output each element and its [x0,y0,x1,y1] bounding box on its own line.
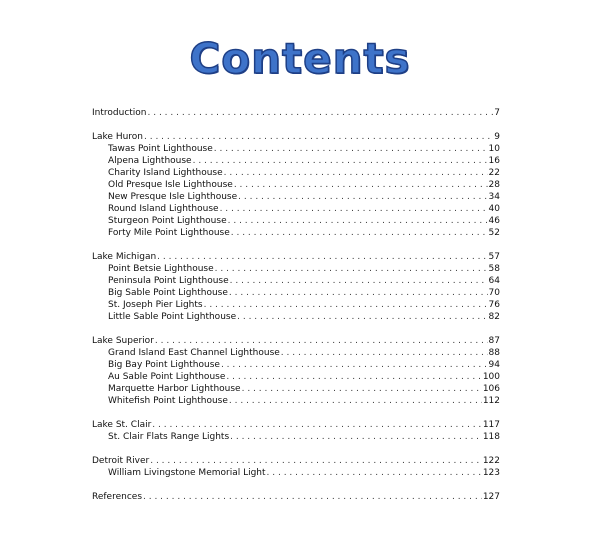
dot-leader [221,359,488,371]
toc-entry-label: Whitefish Point Lighthouse [108,396,228,406]
toc-entry-label: Lake Superior [92,336,154,346]
toc-page-number: 100 [482,372,500,382]
dot-leader [267,467,482,479]
toc-subentry[interactable] [92,155,500,167]
dot-leader [204,299,488,311]
toc-entry-label: New Presque Isle Lighthouse [108,192,238,202]
toc-heading-entry[interactable] [92,491,500,503]
toc-section [92,455,500,479]
toc-entry-label: Marquette Harbor Lighthouse [108,384,241,394]
toc-page-number: 58 [488,264,500,274]
dot-leader [238,191,487,203]
toc-section [92,131,500,239]
toc-heading-entry[interactable] [92,455,500,467]
toc-page-number: 64 [488,276,500,286]
toc-entry-label: Forty Mile Point Lighthouse [108,228,230,238]
toc-subentry[interactable] [92,179,500,191]
toc-page-number: 76 [488,300,500,310]
toc-page-number: 127 [482,492,500,502]
toc-entry-label: Big Sable Point Lighthouse [108,288,228,298]
toc-heading-entry[interactable] [92,419,500,431]
toc-entry-label: Introduction [92,108,147,118]
toc-entry-label: St. Clair Flats Range Lights [108,432,230,442]
toc-subentry[interactable] [92,299,500,311]
toc-subentry[interactable] [92,431,500,443]
toc-entry-label: Lake Michigan [92,252,157,262]
toc-section [92,251,500,323]
toc-page-number: 16 [488,156,500,166]
toc-page-number: 87 [488,336,500,346]
dot-leader [229,395,482,407]
toc-subentry[interactable] [92,359,500,371]
toc-page-number: 28 [488,180,500,190]
toc-page-number: 94 [488,360,500,370]
toc-page-number: 118 [482,432,500,442]
toc-page-number: 122 [482,456,500,466]
toc-heading-entry[interactable] [92,131,500,143]
toc-subentry[interactable] [92,467,500,479]
toc-subentry[interactable] [92,275,500,287]
dot-leader [230,431,482,443]
dot-leader [143,491,482,503]
toc-page-number: 82 [488,312,500,322]
toc-entry-label: Old Presque Isle Lighthouse [108,180,233,190]
dot-leader [214,143,488,155]
toc-entry-label: Big Bay Point Lighthouse [108,360,220,370]
toc-entry-label: Grand Island East Channel Lighthouse [108,348,280,358]
toc-page-number: 88 [488,348,500,358]
dot-leader [226,371,481,383]
toc-entry-label: References [92,492,143,502]
toc-page-number: 46 [488,216,500,226]
toc-entry-label: Detroit River [92,456,150,466]
toc-page-number: 52 [488,228,500,238]
toc-entry-label: Tawas Point Lighthouse [108,144,213,154]
toc-page-number: 57 [488,252,500,262]
toc-subentry[interactable] [92,347,500,359]
toc-entry-label: St. Joseph Pier Lights [108,300,203,310]
dot-leader [155,335,488,347]
toc-page-number: 34 [488,192,500,202]
toc-subentry[interactable] [92,143,500,155]
toc-entry-label: Lake Huron [92,132,144,142]
toc-entry-label: William Livingstone Memorial Light [108,468,266,478]
toc-subentry[interactable] [92,215,500,227]
dot-leader [220,203,488,215]
toc-heading-entry[interactable] [92,251,500,263]
dot-leader [157,251,487,263]
dot-leader [150,455,482,467]
toc-subentry[interactable] [92,263,500,275]
toc-subentry[interactable] [92,287,500,299]
table-of-contents [92,107,500,515]
dot-leader [281,347,488,359]
dot-leader [231,227,488,239]
toc-entry-label: Peninsula Point Lighthouse [108,276,229,286]
toc-page-number: 22 [488,168,500,178]
dot-leader [193,155,488,167]
toc-heading-entry[interactable] [92,107,500,119]
dot-leader [230,275,488,287]
dot-leader [215,263,488,275]
toc-heading-entry[interactable] [92,335,500,347]
toc-entry-label: Alpena Lighthouse [108,156,192,166]
dot-leader [144,131,493,143]
toc-entry-label: Round Island Lighthouse [108,204,219,214]
toc-subentry[interactable] [92,167,500,179]
dot-leader [148,107,494,119]
toc-page-number: 117 [482,420,500,430]
dot-leader [229,287,488,299]
toc-entry-label: Lake St. Clair [92,420,152,430]
toc-section [92,419,500,443]
toc-page-number: 9 [494,132,500,142]
toc-page-number: 70 [488,288,500,298]
toc-entry-label: Au Sable Point Lighthouse [108,372,226,382]
toc-subentry[interactable] [92,203,500,215]
toc-subentry[interactable] [92,395,500,407]
toc-page-number: 10 [488,144,500,154]
toc-section [92,107,500,119]
toc-subentry[interactable] [92,227,500,239]
dot-leader [237,311,487,323]
toc-page-number: 106 [482,384,500,394]
toc-section [92,491,500,503]
toc-entry-label: Little Sable Point Lighthouse [108,312,237,322]
dot-leader [152,419,482,431]
toc-entry-label: Charity Island Lighthouse [108,168,223,178]
toc-subentry[interactable] [92,371,500,383]
toc-entry-label: Sturgeon Point Lighthouse [108,216,227,226]
dot-leader [242,383,482,395]
toc-page-number: 40 [488,204,500,214]
toc-subentry[interactable] [92,383,500,395]
toc-section [92,335,500,407]
toc-page-number: 7 [494,108,500,118]
toc-page-number: 112 [482,396,500,406]
dot-leader [228,215,488,227]
toc-entry-label: Point Betsie Lighthouse [108,264,214,274]
dot-leader [224,167,488,179]
toc-subentry[interactable] [92,191,500,203]
toc-page-number: 123 [482,468,500,478]
page-title: Contents [189,34,411,83]
dot-leader [234,179,488,191]
toc-subentry[interactable] [92,311,500,323]
